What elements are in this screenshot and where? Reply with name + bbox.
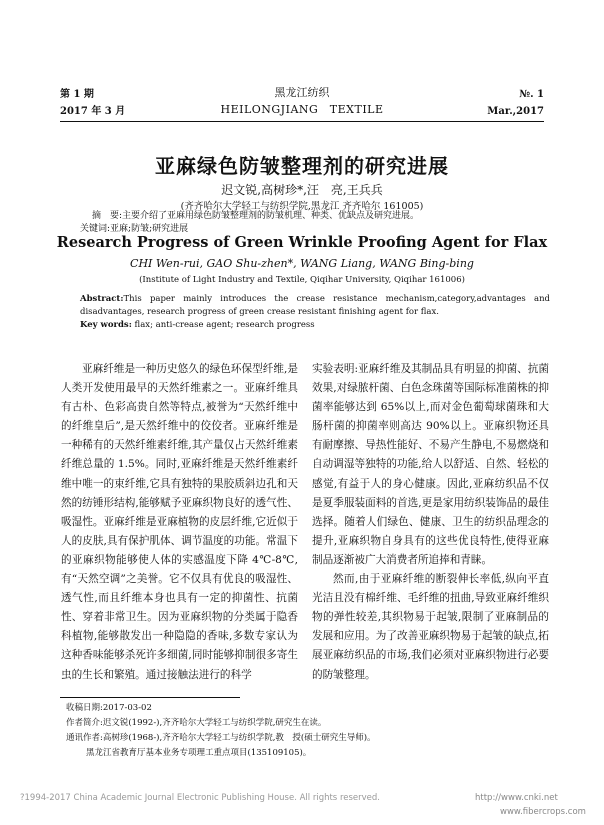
issue-date: 2017 年 3 月 (60, 106, 126, 117)
abstract-cn (80, 210, 550, 223)
body-paragraph: 亚麻纤维是一种历史悠久的绿色环保型纤维,是人类开发使用最早的天然纤维素之一。亚麻纤维具有古朴、色彩高贵自然等特点,被誉为“天然纤维中的纤维皇后”,是天然纤维中的佼佼者。亚麻纤维是一种稀有的天然纤维素纤维,其产量仅占天然纤维素纤维总量的 1.5%。同时,亚麻纤维是天然纤维素纤维中唯一的束纤维,它具有独特的果胶质斜边孔和天然的纺锤形结构,能够赋予亚麻织物良好的透气性、吸湿性。亚麻纤维是亚麻植物的皮层纤维,它近似于人的皮肤,具有保护肌体、调节温度的功能。常温下的亚麻织物能够使人体的实感温度下降 4℃-8℃,有“天然空调”之美誉。它不仅具有优良的吸湿性、透气性,而且纤维本身也具有一定的抑菌性、抗菌性、穿着非常卫生。因为亚麻织物的分类属于隐香科植物,能够散发出一种隐隐的香味,多数专家认为这种香味能够杀死许多细菌,同时能够抑制很多寄生虫的生长和繁殖。通过接触法进行的科学 (61, 363, 298, 681)
footnote-corresponding: 通讯作者:高树珍(1968-),齐齐哈尔大学轻工与纺织学院,教 授(硕士研究生导师)。 (66, 733, 376, 743)
journal-name-cn: 黑龙江纺织 (274, 86, 330, 99)
body-paragraph: 实验表明:亚麻纤维及其制品具有明显的抑菌、抗菌效果,对绿脓杆菌、白色念珠菌等国际标准菌株的抑菌率能够达到 65%以上,而对金色葡萄球菌珠和大肠杆菌的抑菌率则高达 90%以上。亚麻织物还具有耐摩擦、导热性能好、不易产生静电,不易燃烧和自动调湿等独特的功能,给人以舒适、自然、轻松的感觉,有益于人的身心健康。因此,亚麻纺织品不仅是夏季服装面料的首选,更是家用纺织装饰品的最佳选择。随着人们绿色、健康、卫生的纺织品理念的提升,亚麻织物自身具有的这些优良特性,使得亚麻制品逐渐被广大消费者所追捧和青睐。 (312, 363, 549, 566)
keywords-en (80, 320, 550, 330)
authors-cn: 迟文锐,高树珍*,汪 亮,王兵兵 (221, 183, 383, 197)
paper-title-en: Research Progress of Green Wrinkle Proofing Agent for Flax (56, 234, 548, 251)
keywords-cn-label: 关键词: (80, 224, 111, 234)
body-right-column (312, 360, 549, 685)
page-footer (20, 793, 600, 817)
abstract-en (80, 293, 550, 319)
body-paragraph: 然而,由于亚麻纤维的断裂伸长率低,纵向平直光洁且没有棉纤维、毛纤维的扭曲,导致亚麻纤维织物的弹性较差,其织物易于起皱,限制了亚麻制品的发展和应用。为了改善亚麻织物易于起皱的缺点,拓展亚麻纺织品的市场,我们必须对亚麻织物进行必要的防皱整理。 (312, 573, 549, 681)
abstract-cn-label: 摘 要: (92, 211, 123, 221)
watermark-text: www.fibercrops.com (500, 807, 586, 817)
keywords-en-text: flax; anti-crease agent; research progress (134, 320, 315, 330)
footnote-author: 作者简介:迟文锐(1992-),齐齐哈尔大学轻工与纺织学院,研究生在读。 (66, 718, 327, 728)
issue-date-en: Mar.,2017 (487, 106, 544, 117)
affiliation-cn: (齐齐哈尔大学轻工与纺织学院,黑龙江 齐齐哈尔 161005) (180, 201, 424, 212)
copyright-text: ?1994-2017 China Academic Journal Electronic Publishing House. All rights reserved. (20, 793, 380, 803)
abstract-cn-text: 主要介绍了亚麻用绿色防皱整理剂的防皱机理、种类、优缺点及研究进展。 (122, 211, 420, 221)
issue-number: 第 1 期 (60, 89, 94, 100)
cnki-link[interactable]: http://www.cnki.net (475, 793, 558, 803)
footnote-fund: 黑龙江省教育厅基本业务专项理工重点项目(135109105)。 (86, 748, 312, 758)
affiliation-en: (Institute of Light Industry and Textile, Qiqihar University, Qiqihar 161006) (139, 275, 465, 285)
header-rule (60, 121, 544, 122)
issue-number-en: №. 1 (519, 89, 544, 100)
abstract-en-text: This paper mainly introduces the crease resistance mechanism,category,advantages and disadvantages, research progress of green crease resistant finishing agent for flax. (80, 294, 550, 317)
footnote-rule (60, 697, 240, 698)
paper-title-cn: 亚麻绿色防皱整理剂的研究进展 (155, 154, 449, 178)
footnote-received: 收稿日期:2017-03-02 (66, 703, 152, 713)
body-left-column (61, 360, 298, 685)
keywords-en-label: Key words: (80, 320, 132, 330)
authors-en: CHI Wen-rui, GAO Shu-zhen*, WANG Liang, WANG Bing-bing (130, 257, 474, 270)
abstract-en-label: Abstract: (80, 294, 124, 304)
keywords-cn-text: 亚麻;防皱;研究进展 (110, 224, 189, 234)
journal-name-en: HEILONGJIANG TEXTILE (220, 103, 384, 116)
